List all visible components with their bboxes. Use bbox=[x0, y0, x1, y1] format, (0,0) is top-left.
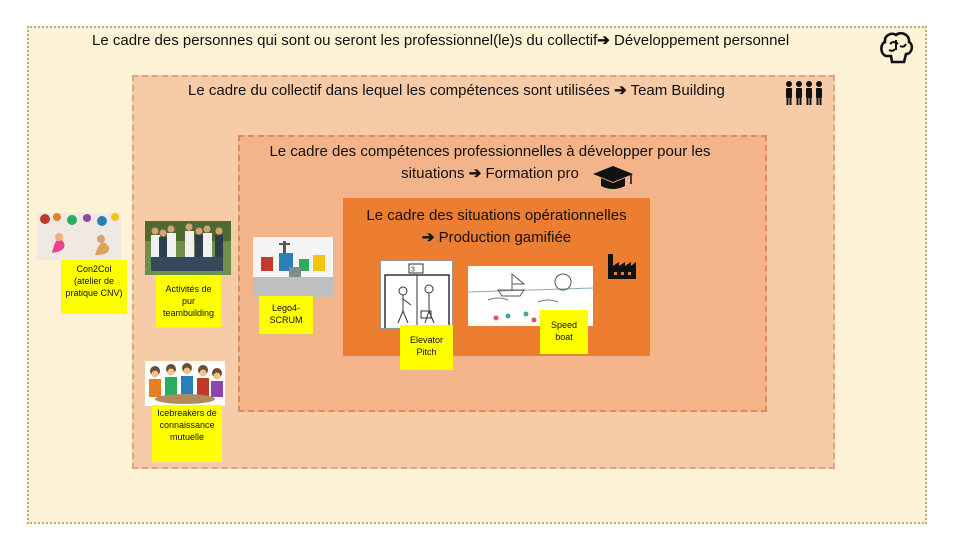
teambuilding-label: Activités de pur teambuilding bbox=[156, 275, 221, 327]
speedboat-label: Speed boat bbox=[540, 310, 588, 354]
lego-label: Lego4-SCRUM bbox=[259, 296, 313, 334]
icebreakers-image bbox=[145, 361, 225, 406]
graduation-cap-icon bbox=[591, 165, 635, 193]
elevator-image bbox=[380, 260, 453, 329]
con2col-image bbox=[37, 213, 121, 260]
people-group-icon bbox=[784, 80, 824, 106]
team-building-title: Le cadre du collectif dans lequel les compétences sont utilisées ➔ Team Building bbox=[188, 82, 725, 99]
teambuilding-image bbox=[145, 221, 231, 275]
formation-pro-title: Le cadre des compétences professionnelles à développer pour les situations ➔ Formation pro bbox=[269, 143, 711, 182]
personal-development-title: Le cadre des personnes qui sont ou seront les professionnel(le)s du collectif➔ Développement personnel bbox=[92, 32, 790, 49]
brain-icon bbox=[878, 30, 914, 64]
production-gamifiee-title: Le cadre des situations opérationnelles ➔ Production gamifiée bbox=[366, 207, 627, 246]
con2col-label: Con2Col (atelier de pratique CNV) bbox=[61, 260, 127, 314]
lego-image bbox=[253, 237, 333, 297]
elevator-label: Elevator Pitch bbox=[400, 325, 453, 370]
icebreakers-label: Icebreakers de connaissance mutuelle bbox=[152, 405, 222, 462]
svg-text:3: 3 bbox=[411, 266, 415, 274]
factory-icon bbox=[606, 252, 638, 280]
